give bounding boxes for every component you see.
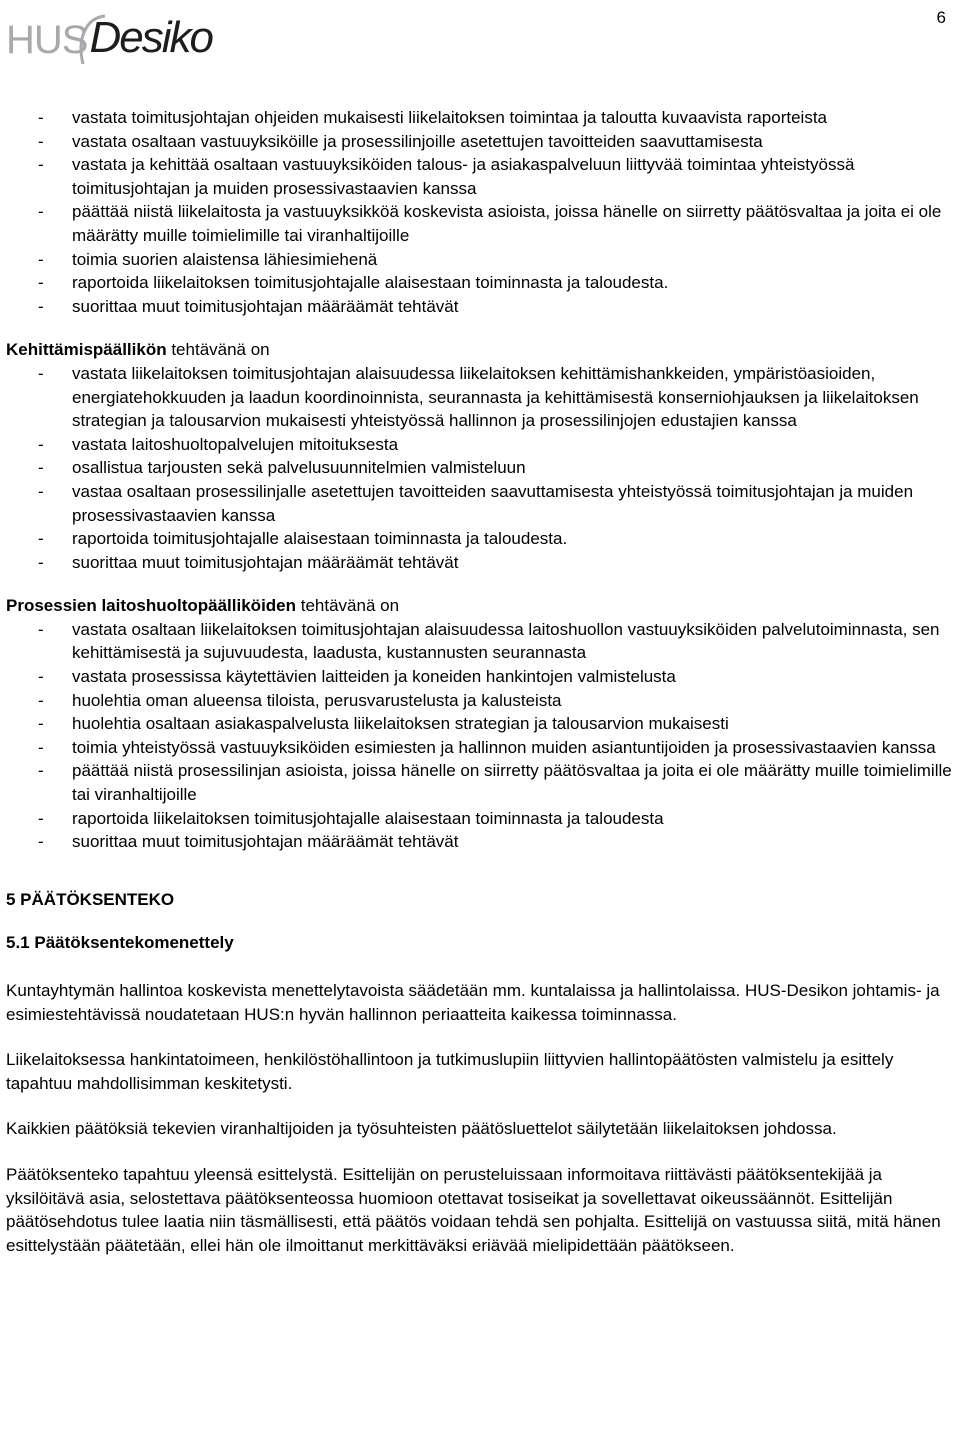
section-heading-bold: Kehittämispäällikön [6, 340, 167, 360]
list-item: - suorittaa muut toimitusjohtajan määräämät tehtävät [0, 551, 960, 575]
paragraph: Kuntayhtymän hallintoa koskevista menettelytavoista säädetään mm. kuntalaissa ja hallintolaissa. HUS-Desikon johtamis- ja esimiestehtävissä noudatetaan HUS:n hyvän hallinnon periaatteita kaikessa toiminnassa. [6, 981, 940, 1024]
list-item: - vastata laitoshuoltopalvelujen mitoituksesta [0, 433, 960, 457]
list-item: - osallistua tarjousten sekä palvelusuunnitelmien valmisteluun [0, 456, 960, 480]
logo-hus-text: HUS [6, 18, 88, 62]
list-item: - huolehtia oman alueensa tiloista, perusvarustelusta ja kalusteista [0, 689, 960, 713]
list-item: - vastata liikelaitoksen toimitusjohtajan alaisuudessa liikelaitoksen kehittämishankkeiden, ympäristöasioiden, energiatehokkuuden ja laadun koordinoinnista, seurannasta ja kehittämisestä konserniohjauksen ja liikelaitoksen strategian ja talousarvion mukaisesti yhteistyössä hallinnon ja prosessilinjojen edustajien kanssa [0, 362, 960, 433]
list-item: - toimia suorien alaistensa lähiesimiehenä [0, 248, 960, 272]
list-item: - raportoida liikelaitoksen toimitusjohtajalle alaisestaan toiminnasta ja taloudesta [0, 807, 960, 831]
logo-desiko-label: Desiko [89, 13, 212, 62]
list-item: - vastata prosessissa käytettävien laitteiden ja koneiden hankintojen valmistelusta [0, 665, 960, 689]
chapter-subheading: 5.1 Päätöksentekomenettely [6, 933, 234, 953]
paragraph: Kaikkien päätöksiä tekevien viranhaltijoiden ja työsuhteisten päätösluettelot säilytetään liikelaitoksen johdossa. [6, 1119, 837, 1139]
kehittamispaallikko-list [0, 362, 960, 574]
responsibilities-list [0, 106, 960, 318]
list-item: - raportoida toimitusjohtajalle alaisestaan toiminnasta ja taloudesta. [0, 527, 960, 551]
section-heading-rest: tehtävänä on [166, 340, 270, 360]
section-heading-kehittamispaallikko [0, 338, 960, 362]
list-item: - vastata osaltaan liikelaitoksen toimitusjohtajan alaisuudessa laitoshuollon vastuuyksiköiden palvelutoiminnasta, sen kehittämisestä ja sujuvuudesta, laadusta, kustannusten seurannasta [0, 618, 960, 665]
list-item: - vastata osaltaan vastuuyksiköille ja prosessilinjoille asetettujen tavoitteiden saavuttamisesta [0, 130, 960, 154]
list-item: - huolehtia osaltaan asiakaspalvelusta liikelaitoksen strategian ja talousarvion mukaisesti [0, 712, 960, 736]
paragraph: Päätöksenteko tapahtuu yleensä esittelystä. Esittelijän on perusteluissaan informoitava riittävästi päätöksentekijää ja yksilöitävä asia, selostettava päätöksenteossa huomioon otettavat tosiseikat ja sovellettavat oikeussäännöt. Esittelijän päätösehdotus tulee laatia niin täsmällisesti, että päätös voidaan tehdä sen pohjalta. Esittelijä on vastuussa siitä, mitä hänen esittelystään päätetään, ellei hän ole ilmoittanut merkittäväksi eriävää mielipidettään päätökseen. [6, 1164, 941, 1255]
logo-swoosh-icon [75, 12, 119, 68]
page-number: 6 [936, 8, 946, 27]
section-heading-laitoshuoltopaalliko [0, 594, 960, 618]
paragraph: Liikelaitoksessa hankintatoimeen, henkilöstöhallintoon ja tutkimuslupiin liittyvien hallintopäätösten valmistelu ja esittely tapahtuu mahdollisimman keskitetysti. [6, 1050, 894, 1093]
list-item: - toimia yhteistyössä vastuuyksiköiden esimiesten ja hallinnon muiden asiantuntijoiden ja prosessivastaavien kanssa [0, 736, 960, 760]
list-item: - suorittaa muut toimitusjohtajan määräämät tehtävät [0, 830, 960, 854]
list-item: - vastaa osaltaan prosessilinjalle asetettujen tavoitteiden saavuttamisesta yhteistyössä toimitusjohtajan ja muiden prosessivastaavien kanssa [0, 480, 960, 527]
section-heading-bold: Prosessien laitoshuoltopäälliköiden [6, 596, 297, 616]
document-body [0, 106, 960, 1257]
laitoshuoltopaalliko-list [0, 618, 960, 854]
list-item: - vastata ja kehittää osaltaan vastuuyksiköiden talous- ja asiakaspalveluun liittyvää toimintaa yhteistyössä toimitusjohtajan ja muiden prosessivastaavien kanssa [0, 153, 960, 200]
list-item: - raportoida liikelaitoksen toimitusjohtajalle alaisestaan toiminnasta ja taloudesta. [0, 271, 960, 295]
list-item: - päättää niistä prosessilinjan asioista, joissa hänelle on siirretty päätösvaltaa ja joita ei ole määrätty muille toimielimille tai viranhaltijoille [0, 759, 960, 806]
list-item: - suorittaa muut toimitusjohtajan määräämät tehtävät [0, 295, 960, 319]
section-heading-rest: tehtävänä on [296, 596, 400, 616]
chapter-heading: 5 PÄÄTÖKSENTEKO [6, 889, 175, 909]
hus-desiko-logo [6, 2, 212, 60]
logo-desiko-text [89, 13, 212, 62]
list-item: - päättää niistä liikelaitosta ja vastuuyksikköä koskevista asioista, joissa hänelle on siirretty päätösvaltaa ja joita ei ole määrätty muille toimielimille tai viranhaltijoille [0, 200, 960, 247]
list-item: - vastata toimitusjohtajan ohjeiden mukaisesti liikelaitoksen toimintaa ja taloutta kuvaavista raporteista [0, 106, 960, 130]
